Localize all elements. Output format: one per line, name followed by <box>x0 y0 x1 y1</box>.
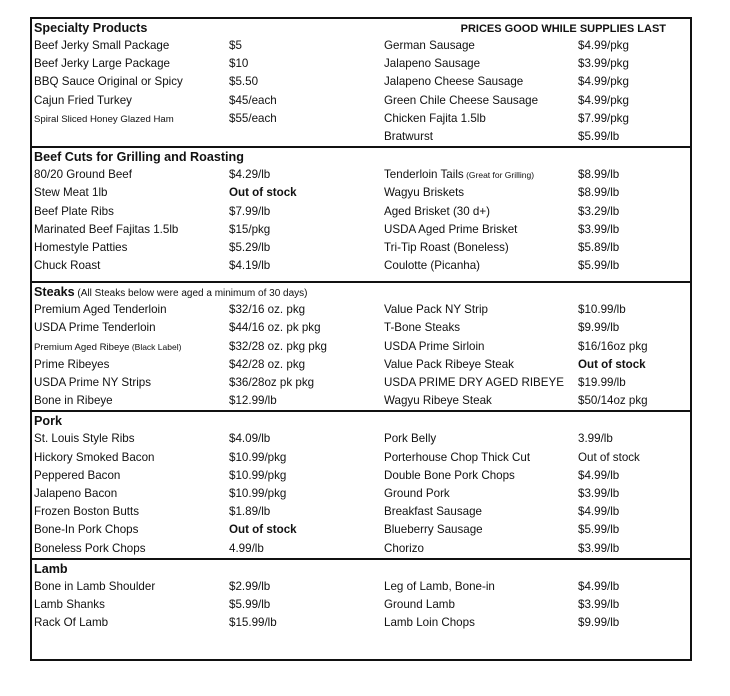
item-name: Breakfast Sausage <box>384 505 482 519</box>
item-price: Out of stock <box>229 523 297 537</box>
item-name: Value Pack Ribeye Steak <box>384 357 514 371</box>
section-spacer <box>32 275 690 281</box>
item-name: Peppered Bacon <box>34 468 121 482</box>
item-price: $8.99/lb <box>578 168 620 182</box>
item-price: $2.99/lb <box>229 579 271 593</box>
item-price: 4.99/lb <box>229 541 264 555</box>
price-row <box>32 128 690 146</box>
section-title-text: Pork <box>34 414 62 429</box>
section-header <box>32 148 690 166</box>
price-row <box>32 301 690 319</box>
price-row <box>32 449 690 467</box>
price-row <box>32 503 690 521</box>
price-row <box>32 374 690 392</box>
item-name: Hickory Smoked Bacon <box>34 450 155 464</box>
item-name: Beef Jerky Small Package <box>34 39 170 52</box>
item-price: $5.99/lb <box>578 523 620 537</box>
prices-notice: PRICES GOOD WHILE SUPPLIES LAST <box>460 23 666 35</box>
item-name: Wagyu Ribeye Steak <box>384 394 492 408</box>
item-name: Cajun Fried Turkey <box>34 93 132 107</box>
price-row <box>32 239 690 257</box>
item-price: $9.99/lb <box>578 616 620 630</box>
item-name: Value Pack NY Strip <box>384 303 488 317</box>
price-row <box>32 430 690 448</box>
item-name: Spiral Sliced Honey Glazed Ham <box>34 113 174 125</box>
item-price: $5.99/lb <box>578 259 620 273</box>
item-price: $1.89/lb <box>229 505 271 519</box>
section-steaks <box>32 283 690 412</box>
item-price: $10.99/lb <box>578 303 626 317</box>
section-beef-cuts-for-grilling-and-roasting <box>32 148 690 283</box>
item-name: Beef Jerky Large Package <box>34 57 170 71</box>
item-price: $3.99/lb <box>578 222 620 236</box>
item-name: USDA PRIME DRY AGED RIBEYE <box>384 376 564 389</box>
item-name: Wagyu Briskets <box>384 186 465 200</box>
item-name: Blueberry Sausage <box>384 523 483 537</box>
item-name: Coulotte (Picanha) <box>384 259 481 273</box>
item-name: Ground Pork <box>384 486 450 500</box>
section-header <box>32 560 690 578</box>
price-row <box>32 356 690 374</box>
item-name: Bone in Lamb Shoulder <box>34 579 156 593</box>
item-name: USDA Prime NY Strips <box>34 376 152 389</box>
item-price: $5.99/lb <box>229 597 271 611</box>
item-name: St. Louis Style Ribs <box>34 432 135 446</box>
item-name: Bratwurst <box>384 129 433 143</box>
item-name: T-Bone Steaks <box>384 321 461 335</box>
item-name: Beef Plate Ribs <box>34 204 114 218</box>
item-note: (Black Label) <box>129 341 182 352</box>
price-row <box>32 485 690 503</box>
price-row <box>32 578 690 596</box>
item-name: Porterhouse Chop Thick Cut <box>384 450 531 464</box>
item-name: Jalapeno Sausage <box>384 57 481 71</box>
section-title-text: Beef Cuts for Grilling and Roasting <box>34 150 244 165</box>
item-price: $12.99/lb <box>229 394 277 408</box>
section-header <box>32 412 690 430</box>
item-price: $32/16 oz. pkg <box>229 303 306 317</box>
item-price: $3.99/lb <box>578 541 620 555</box>
item-price: $36/28oz pk pkg <box>229 376 315 389</box>
price-row <box>32 55 690 73</box>
price-row <box>32 392 690 410</box>
section-title-note: (All Steaks below were aged a minimum of 30 days) <box>74 288 308 300</box>
section-specialty-products <box>32 19 690 148</box>
section-title <box>34 150 244 164</box>
item-price: $45/each <box>229 93 277 107</box>
price-row <box>32 257 690 275</box>
price-row <box>32 166 690 184</box>
price-row <box>32 614 690 632</box>
item-price: $10.99/pkg <box>229 468 287 482</box>
item-price: $4.99/pkg <box>578 39 629 52</box>
item-name: German Sausage <box>384 39 475 52</box>
item-name: Premium Aged Ribeye (Black Label) <box>34 341 182 353</box>
price-row <box>32 221 690 239</box>
item-price: Out of stock <box>229 186 297 200</box>
section-title <box>34 285 308 299</box>
item-price: $15.99/lb <box>229 616 277 630</box>
price-row <box>32 596 690 614</box>
item-price: $8.99/lb <box>578 186 620 200</box>
item-name: Bone in Ribeye <box>34 394 113 408</box>
item-price: $3.99/lb <box>578 597 620 611</box>
item-name: Jalapeno Cheese Sausage <box>384 75 524 89</box>
item-price: $4.99/lb <box>578 505 620 519</box>
price-row <box>32 319 690 337</box>
section-title <box>34 414 62 428</box>
item-name: USDA Aged Prime Brisket <box>384 222 518 236</box>
item-price: Out of stock <box>578 450 640 464</box>
item-name: Chuck Roast <box>34 259 101 273</box>
item-price: $4.09/lb <box>229 432 271 446</box>
item-price: $3.99/pkg <box>578 57 629 71</box>
section-header <box>32 19 690 37</box>
item-name: Premium Aged Tenderloin <box>34 303 167 317</box>
price-row <box>32 92 690 110</box>
section-title-text: Specialty Products <box>34 21 148 35</box>
price-row <box>32 540 690 558</box>
item-price: $55/each <box>229 111 277 125</box>
item-name: 80/20 Ground Beef <box>34 168 132 182</box>
price-row <box>32 521 690 539</box>
item-name: USDA Prime Tenderloin <box>34 321 156 335</box>
section-title-text: Lamb <box>34 561 68 576</box>
item-name: Tri-Tip Roast (Boneless) <box>384 240 509 254</box>
item-price: $5 <box>229 39 242 52</box>
item-name: Lamb Loin Chops <box>384 616 475 630</box>
item-price: $7.99/lb <box>229 204 271 218</box>
item-price: $19.99/lb <box>578 376 626 389</box>
item-price: $5.89/lb <box>578 240 620 254</box>
price-row <box>32 184 690 202</box>
item-name: Bone-In Pork Chops <box>34 523 139 537</box>
item-price: $5.99/lb <box>578 129 620 143</box>
price-row <box>32 73 690 91</box>
price-row <box>32 467 690 485</box>
section-lamb <box>32 560 690 633</box>
item-name: Frozen Boston Butts <box>34 505 140 519</box>
item-name: Marinated Beef Fajitas 1.5lb <box>34 222 179 236</box>
item-note: (Great for Grilling) <box>463 170 535 181</box>
price-list-sheet <box>30 17 692 661</box>
item-name: Pork Belly <box>384 432 437 446</box>
item-price: $32/28 oz. pkg pkg <box>229 339 327 353</box>
item-price: $44/16 oz. pk pkg <box>229 321 321 335</box>
item-name: Tenderloin Tails (Great for Grilling) <box>384 168 535 182</box>
item-name: Chorizo <box>384 541 424 555</box>
section-title <box>34 562 68 576</box>
item-price: $10.99/pkg <box>229 450 287 464</box>
item-price: Out of stock <box>578 357 646 371</box>
item-price: $50/14oz pkg <box>578 394 648 408</box>
item-price: $16/16oz pkg <box>578 339 648 353</box>
item-price: $9.99/lb <box>578 321 620 335</box>
price-row <box>32 203 690 221</box>
item-price: $4.99/lb <box>578 468 620 482</box>
item-name: Jalapeno Bacon <box>34 486 118 500</box>
item-price: $4.19/lb <box>229 259 271 273</box>
item-name: Chicken Fajita 1.5lb <box>384 111 486 125</box>
item-price: $7.99/pkg <box>578 111 629 125</box>
section-pork <box>32 412 690 559</box>
price-row <box>32 110 690 128</box>
item-price: $42/28 oz. pkg <box>229 357 306 371</box>
item-price: $10 <box>229 57 249 71</box>
item-name: Stew Meat 1lb <box>34 186 108 200</box>
price-row <box>32 37 690 55</box>
item-name: Homestyle Patties <box>34 240 128 254</box>
item-price: $3.29/lb <box>578 204 620 218</box>
item-price: $10.99/pkg <box>229 486 287 500</box>
item-price: 3.99/lb <box>578 432 613 446</box>
item-name: Aged Brisket (30 d+) <box>384 204 491 218</box>
item-name: Ground Lamb <box>384 597 455 611</box>
item-name: Rack Of Lamb <box>34 616 109 630</box>
price-row <box>32 338 690 356</box>
item-price: $5.29/lb <box>229 240 271 254</box>
item-price: $4.99/pkg <box>578 93 629 107</box>
item-name: Green Chile Cheese Sausage <box>384 93 539 107</box>
item-price: $5.50 <box>229 75 259 89</box>
item-name: Boneless Pork Chops <box>34 541 146 555</box>
item-name: Double Bone Pork Chops <box>384 468 515 482</box>
item-name: Lamb Shanks <box>34 597 105 611</box>
section-title <box>34 21 147 35</box>
item-price: $4.29/lb <box>229 168 271 182</box>
item-price: $3.99/lb <box>578 486 620 500</box>
item-name: Leg of Lamb, Bone-in <box>384 579 495 593</box>
item-price: $4.99/pkg <box>578 75 629 89</box>
section-header <box>32 283 690 301</box>
section-title-text: Steaks <box>34 285 75 300</box>
item-name: BBQ Sauce Original or Spicy <box>34 75 183 89</box>
item-price: $4.99/lb <box>578 579 620 593</box>
item-name: USDA Prime Sirloin <box>384 339 485 353</box>
item-price: $15/pkg <box>229 222 271 236</box>
item-name: Prime Ribeyes <box>34 357 110 371</box>
